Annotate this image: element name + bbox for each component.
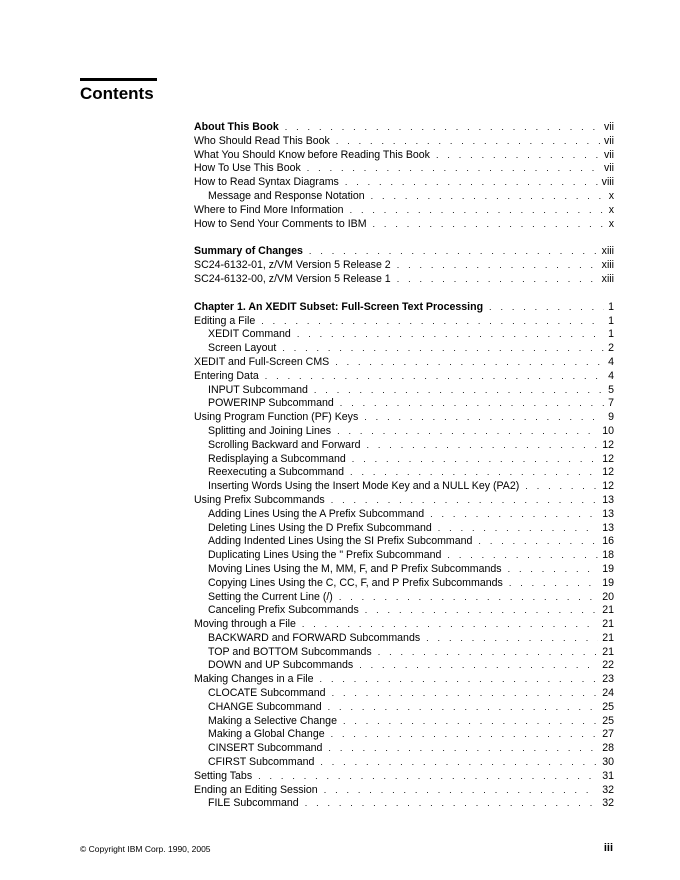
dot-leader (350, 466, 598, 480)
toc-entry[interactable] (194, 384, 614, 398)
toc-entry-label: Copying Lines Using the C, CC, F, and P Prefix Subcommands (208, 576, 503, 589)
copyright-notice: © Copyright IBM Corp. 1990, 2005 (80, 844, 211, 854)
dot-leader (478, 535, 598, 549)
dot-leader (350, 204, 605, 218)
toc-entry[interactable] (194, 411, 614, 425)
toc-entry-label: Chapter 1. An XEDIT Subset: Full-Screen Text Processing (194, 300, 484, 313)
toc-entry-label: Screen Layout (208, 342, 277, 355)
toc-entry[interactable] (194, 315, 614, 329)
toc-entry[interactable] (194, 632, 614, 646)
toc-entry-label: Using Program Function (PF) Keys (194, 411, 359, 424)
toc-entry[interactable] (194, 549, 614, 563)
toc-entry-page: 31 (602, 769, 614, 782)
toc-entry[interactable] (194, 480, 614, 494)
toc-entry-page: 2 (608, 342, 614, 355)
toc-entry-label: Canceling Prefix Subcommands (208, 604, 359, 617)
dot-leader (343, 715, 598, 729)
dot-leader (345, 176, 598, 190)
toc-entry-page: 1 (608, 328, 614, 341)
toc-entry-page: 4 (608, 355, 614, 368)
toc-entry-page: 9 (608, 411, 614, 424)
toc-entry-label: How To Use This Book (194, 162, 301, 175)
dot-leader (340, 397, 604, 411)
toc-entry[interactable] (194, 577, 614, 591)
toc-entry-label: How to Send Your Comments to IBM (194, 217, 367, 230)
toc-entry-page: 7 (608, 397, 614, 410)
dot-leader (307, 162, 600, 176)
dot-leader (328, 701, 599, 715)
toc-entry-label: Redisplaying a Subcommand (208, 452, 346, 465)
toc-entry-page: xiii (601, 259, 614, 272)
toc-entry[interactable] (194, 301, 614, 315)
dot-leader (305, 797, 599, 811)
toc-entry-label: SC24-6132-01, z/VM Version 5 Release 2 (194, 259, 391, 272)
dot-leader (352, 453, 598, 467)
dot-leader (367, 439, 599, 453)
toc-entry[interactable] (194, 356, 614, 370)
dot-leader (447, 549, 598, 563)
toc-entry[interactable] (194, 508, 614, 522)
toc-entry[interactable] (194, 770, 614, 784)
toc-entry[interactable] (194, 273, 614, 287)
toc-entry[interactable] (194, 176, 614, 190)
toc-entry-label: CINSERT Subcommand (208, 742, 323, 755)
toc-entry-label: FILE Subcommand (208, 797, 299, 810)
dot-leader (359, 659, 598, 673)
toc-entry-label: Message and Response Notation (208, 189, 365, 202)
toc-entry[interactable] (194, 535, 614, 549)
dot-leader (331, 494, 598, 508)
dot-leader (364, 411, 604, 425)
toc-entry[interactable] (194, 797, 614, 811)
toc-entry-label: POWERINP Subcommand (208, 397, 334, 410)
toc-entry-page: 23 (602, 673, 614, 686)
toc-entry-label: Adding Lines Using the A Prefix Subcommand (208, 507, 425, 520)
toc-entry-label: Reexecuting a Subcommand (208, 466, 345, 479)
toc-entry-page: 25 (602, 714, 614, 727)
dot-leader (297, 328, 604, 342)
dot-leader (265, 370, 604, 384)
toc-entry[interactable] (194, 563, 614, 577)
dot-leader (332, 687, 599, 701)
toc-entry[interactable] (194, 591, 614, 605)
toc-entry-page: 30 (602, 756, 614, 769)
dot-leader (365, 604, 598, 618)
toc-entry[interactable] (194, 646, 614, 660)
toc-entry-label: DOWN and UP Subcommands (208, 659, 354, 672)
toc-entry-page: 12 (602, 480, 614, 493)
toc-entry[interactable] (194, 687, 614, 701)
toc-entry-label: INPUT Subcommand (208, 383, 308, 396)
toc-entry[interactable] (194, 756, 614, 770)
toc-entry[interactable] (194, 425, 614, 439)
toc-entry-page: 10 (602, 424, 614, 437)
toc-entry[interactable] (194, 728, 614, 742)
toc-entry-page: xiii (601, 245, 614, 258)
toc-entry-label: BACKWARD and FORWARD Subcommands (208, 631, 421, 644)
toc-entry[interactable] (194, 397, 614, 411)
toc-entry-page: x (608, 189, 614, 202)
dot-leader (320, 673, 599, 687)
toc-entry-page: xiii (601, 272, 614, 285)
dot-leader (509, 577, 598, 591)
toc-entry-page: 21 (602, 631, 614, 644)
toc-entry-label: About This Book (194, 121, 279, 133)
toc-entry-page: 22 (602, 659, 614, 672)
toc-entry-page: 18 (602, 549, 614, 562)
toc-entry[interactable] (194, 439, 614, 453)
dot-leader (378, 646, 599, 660)
toc-entry-label: Splitting and Joining Lines (208, 424, 332, 437)
toc-entry-label: Adding Indented Lines Using the SI Prefix Subcommand (208, 535, 473, 548)
page-number: iii (603, 842, 613, 854)
dot-leader (508, 563, 599, 577)
toc-entry-label: Inserting Words Using the Insert Mode Key and a NULL Key (PA2) (208, 480, 520, 493)
toc-entry[interactable] (194, 453, 614, 467)
table-of-contents (194, 121, 614, 811)
toc-entry-label: Duplicating Lines Using the " Prefix Subcommand (208, 549, 442, 562)
toc-entry-page: 28 (602, 742, 614, 755)
dot-leader (258, 770, 598, 784)
toc-entry-page: 19 (602, 562, 614, 575)
toc-entry-label: XEDIT and Full-Screen CMS (194, 355, 330, 368)
toc-entry[interactable] (194, 218, 614, 232)
toc-entry[interactable] (194, 784, 614, 798)
title-rule (80, 78, 157, 81)
dot-leader (309, 245, 598, 259)
toc-entry[interactable] (194, 204, 614, 218)
toc-entry-page: 1 (608, 300, 614, 313)
toc-entry-label: Editing a File (194, 314, 256, 327)
toc-entry-page: viii (601, 176, 614, 189)
dot-leader (261, 315, 604, 329)
toc-entry-label: How to Read Syntax Diagrams (194, 176, 339, 189)
toc-entry-label: CHANGE Subcommand (208, 700, 322, 713)
toc-entry[interactable] (194, 494, 614, 508)
dot-leader (320, 756, 598, 770)
toc-entry[interactable] (194, 522, 614, 536)
toc-entry[interactable] (194, 370, 614, 384)
dot-leader (397, 259, 598, 273)
toc-entry-page: 19 (602, 576, 614, 589)
toc-entry[interactable] (194, 190, 614, 204)
toc-entry-page: vii (603, 162, 614, 175)
dot-leader (489, 301, 604, 315)
page-title: Contents (80, 84, 154, 103)
dot-leader (331, 728, 599, 742)
toc-entry[interactable] (194, 135, 614, 149)
toc-entry-page: 32 (602, 783, 614, 796)
toc-entry-page: 21 (602, 618, 614, 631)
toc-entry-page: x (608, 203, 614, 216)
toc-entry-page: vii (603, 121, 614, 133)
toc-entry-page: 24 (602, 687, 614, 700)
dot-leader (438, 522, 598, 536)
toc-entry-page: 13 (602, 507, 614, 520)
toc-entry-label: Entering Data (194, 369, 259, 382)
toc-entry-page: 21 (602, 604, 614, 617)
toc-entry-page: 13 (602, 521, 614, 534)
toc-entry-page: 32 (602, 797, 614, 810)
toc-entry[interactable] (194, 328, 614, 342)
toc-entry-label: Setting the Current Line (/) (208, 590, 333, 603)
dot-leader (324, 784, 599, 798)
dot-leader (335, 356, 604, 370)
toc-entry-page: vii (603, 134, 614, 147)
toc-entry[interactable] (194, 245, 614, 259)
dot-leader (397, 273, 598, 287)
dot-leader (426, 632, 598, 646)
toc-entry[interactable] (194, 162, 614, 176)
toc-entry-page: 16 (602, 535, 614, 548)
toc-entry-page: 12 (602, 452, 614, 465)
toc-entry-label: Scrolling Backward and Forward (208, 438, 361, 451)
toc-entry-label: CLOCATE Subcommand (208, 687, 326, 700)
dot-leader (371, 190, 605, 204)
toc-entry-label: Moving through a File (194, 618, 296, 631)
dot-leader (337, 425, 598, 439)
toc-entry[interactable] (194, 149, 614, 163)
toc-entry[interactable] (194, 604, 614, 618)
toc-entry-page: 12 (602, 438, 614, 451)
dot-leader (430, 508, 598, 522)
toc-entry-label: SC24-6132-00, z/VM Version 5 Release 1 (194, 272, 391, 285)
toc-entry-page: 13 (602, 493, 614, 506)
toc-entry-label: Who Should Read This Book (194, 134, 330, 147)
dot-leader (373, 218, 605, 232)
dot-leader (314, 384, 604, 398)
toc-entry-page: 20 (602, 590, 614, 603)
toc-entry-label: Summary of Changes (194, 245, 303, 258)
toc-entry-label: Making a Selective Change (208, 714, 337, 727)
toc-entry-page: 4 (608, 369, 614, 382)
toc-entry-label: Making Changes in a File (194, 673, 314, 686)
dot-leader (525, 480, 598, 494)
dot-leader (282, 342, 604, 356)
toc-entry-page: 5 (608, 383, 614, 396)
toc-entry[interactable] (194, 673, 614, 687)
toc-entry-label: Setting Tabs (194, 769, 253, 782)
toc-entry-label: Where to Find More Information (194, 203, 344, 216)
toc-entry-label: Making a Global Change (208, 728, 325, 741)
dot-leader (285, 121, 600, 135)
toc-entry[interactable] (194, 701, 614, 715)
dot-leader (328, 742, 598, 756)
toc-entry[interactable] (194, 121, 614, 135)
toc-entry-label: Ending an Editing Session (194, 783, 318, 796)
toc-entry[interactable] (194, 742, 614, 756)
toc-entry[interactable] (194, 342, 614, 356)
toc-entry[interactable] (194, 618, 614, 632)
dot-leader (436, 149, 600, 163)
toc-entry-page: 1 (608, 314, 614, 327)
toc-entry-label: CFIRST Subcommand (208, 756, 315, 769)
toc-entry-page: 25 (602, 700, 614, 713)
toc-entry[interactable] (194, 259, 614, 273)
toc-entry[interactable] (194, 715, 614, 729)
toc-entry-label: Moving Lines Using the M, MM, F, and P Prefix Subcommands (208, 562, 502, 575)
dot-leader (336, 135, 600, 149)
toc-entry-page: x (608, 217, 614, 230)
dot-leader (302, 618, 598, 632)
toc-entry-label: Using Prefix Subcommands (194, 493, 325, 506)
toc-entry[interactable] (194, 659, 614, 673)
toc-entry-page: 21 (602, 645, 614, 658)
toc-entry-label: Deleting Lines Using the D Prefix Subcommand (208, 521, 432, 534)
toc-entry-label: TOP and BOTTOM Subcommands (208, 645, 372, 658)
toc-entry-label: XEDIT Command (208, 328, 291, 341)
toc-entry-page: vii (603, 148, 614, 161)
toc-entry[interactable] (194, 466, 614, 480)
toc-entry-page: 12 (602, 466, 614, 479)
dot-leader (339, 591, 598, 605)
toc-entry-page: 27 (602, 728, 614, 741)
toc-entry-label: What You Should Know before Reading This Book (194, 148, 430, 161)
